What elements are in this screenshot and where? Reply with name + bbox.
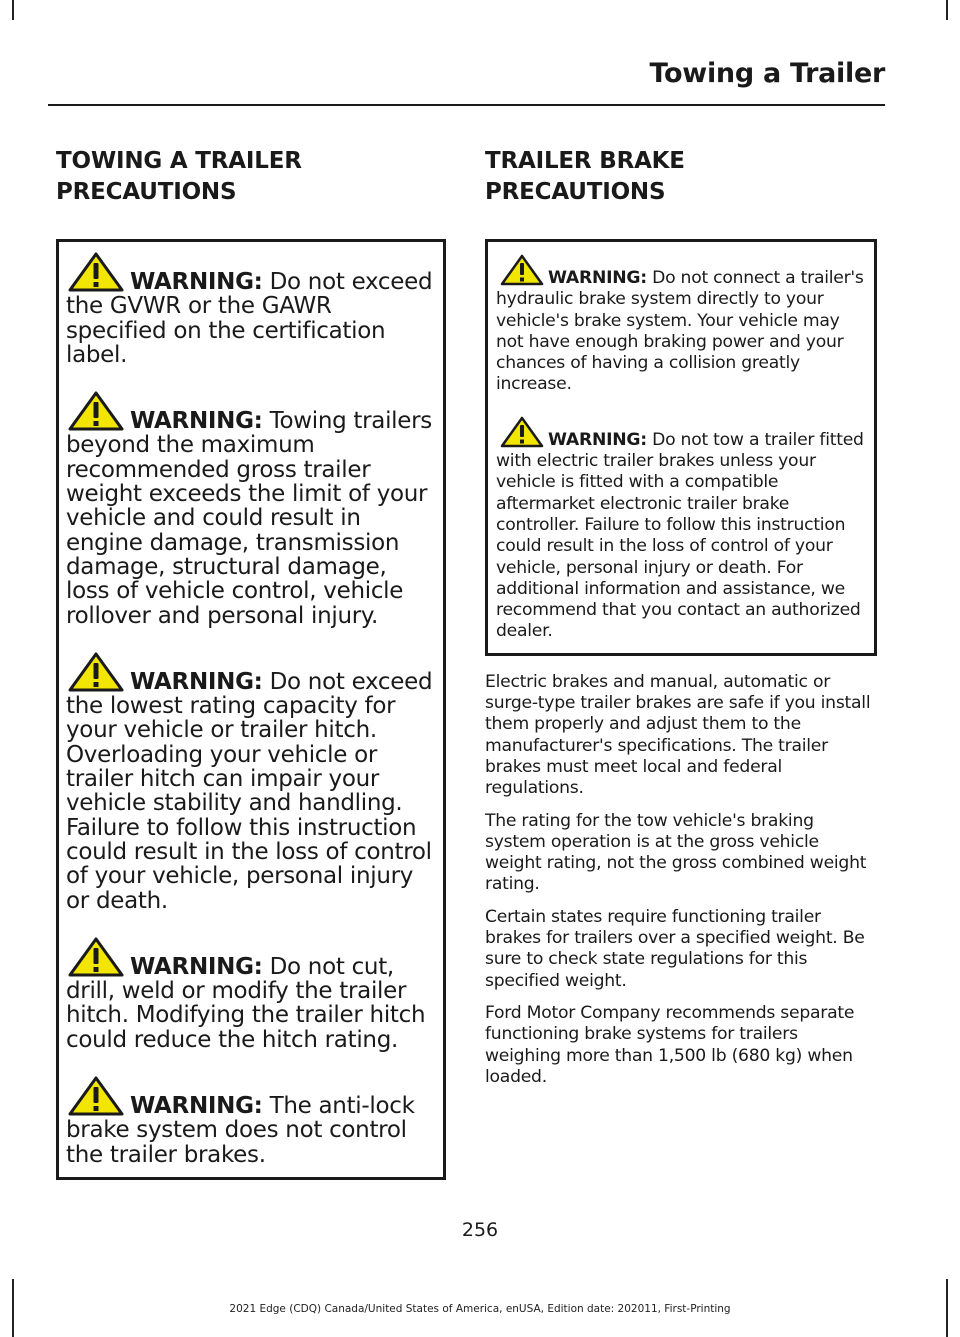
- left-column: [56, 146, 446, 1180]
- towing-precautions-heading: [56, 146, 446, 208]
- page-number: 256: [461, 1219, 499, 1241]
- warning-label: WARNING:: [548, 429, 647, 450]
- warning-hydraulic-brake: [496, 254, 866, 396]
- warning-triangle-icon: [68, 391, 124, 431]
- paragraph-braking-rating: The rating for the tow vehicle's braking system operation is at the gross vehicle weight rating, not the gross combined weight rating.: [485, 810, 867, 895]
- edition-footer: 2021 Edge (CDQ) Canada/United States of America, enUSA, Edition date: 202011, First-Printing: [229, 1303, 731, 1315]
- warning-text: The anti-lock brake system does not control the trailer brakes.: [66, 1093, 415, 1168]
- warning-rating-capacity: [66, 652, 436, 913]
- warning-text: Do not tow a trailer fitted with electric trailer brakes unless your vehicle is fitted with a compatible aftermarket electronic trailer brake controller. Failure to follow this instruction could result in the loss of control of your vehicle, personal injury or death. For additional information and assistance, we recommend that you contact an authorized dealer.: [496, 429, 864, 642]
- warning-label: WARNING:: [548, 268, 647, 288]
- warning-label: WARNING:: [130, 408, 263, 435]
- paragraph-ford-recommendation: Ford Motor Company recommends separate functioning brake systems for trailers weighing more than 1,500 lb (680 kg) when loaded.: [485, 1002, 855, 1087]
- warning-gvwr: [66, 252, 436, 367]
- heading-line-2: PRECAUTIONS: [485, 179, 666, 205]
- warning-triangle-icon: [68, 1076, 124, 1116]
- warning-label: WARNING:: [130, 1093, 263, 1120]
- warning-modify-hitch: [66, 937, 436, 1052]
- paragraph-state-requirements: Certain states require functioning trailer brakes for trailers over a specified weight. Be sure to check state regulations for this specified weight.: [485, 906, 865, 991]
- warning-triangle-icon: [68, 937, 124, 977]
- brake-body-text: [485, 672, 877, 1088]
- heading-line-2: PRECAUTIONS: [56, 179, 237, 205]
- brake-warnings-box: [485, 239, 877, 656]
- warning-text: Do not exceed the GVWR or the GAWR specified on the certification label.: [66, 269, 433, 368]
- warning-anti-lock: [66, 1076, 436, 1167]
- warning-triangle-icon: [500, 254, 544, 286]
- heading-line-1: TOWING A TRAILER: [56, 148, 302, 174]
- warning-text: Towing trailers beyond the maximum recommended gross trailer weight exceeds the limit of your vehicle and could result in engine damage, transmission damage, structural damage, loss of vehicle control, vehicle rollover and personal injury.: [66, 408, 432, 629]
- warning-text: Do not cut, drill, weld or modify the trailer hitch. Modifying the trailer hitch could reduce the hitch rating.: [66, 953, 426, 1053]
- warning-label: WARNING:: [130, 269, 263, 295]
- right-column: [485, 146, 877, 1088]
- page-title: Towing a Trailer: [649, 58, 885, 89]
- warning-electric-brakes: [496, 416, 866, 643]
- crop-mark-top-left: [12, 0, 14, 20]
- crop-mark-top-right: [946, 0, 948, 20]
- header-divider: [48, 104, 885, 106]
- warning-text: Do not connect a trailer's hydraulic brake system directly to your vehicle's brake system. Your vehicle may not have enough braking power and your chances of having a collision greatly increase.: [496, 268, 864, 395]
- warning-label: WARNING:: [130, 668, 263, 695]
- heading-line-1: TRAILER BRAKE: [485, 148, 685, 174]
- warning-triangle-icon: [68, 252, 124, 292]
- trailer-brake-heading: [485, 146, 877, 208]
- warning-max-trailer-weight: [66, 391, 436, 628]
- warning-text: Do not exceed the lowest rating capacity for your vehicle or trailer hitch. Overloading your vehicle or trailer hitch can impair your vehicle stability and handling. Failure to follow this instruction could result in the loss of control of your vehicle, personal injury or death.: [66, 668, 433, 914]
- warning-label: WARNING:: [130, 953, 263, 980]
- paragraph-electric-brakes: Electric brakes and manual, automatic or surge-type trailer brakes are safe if you install them properly and adjust them to the manufacturer's specifications. The trailer brakes must meet local and federal regulations.: [485, 671, 871, 799]
- warning-triangle-icon: [68, 652, 124, 692]
- towing-warnings-box: [56, 239, 446, 1180]
- warning-triangle-icon: [500, 416, 544, 448]
